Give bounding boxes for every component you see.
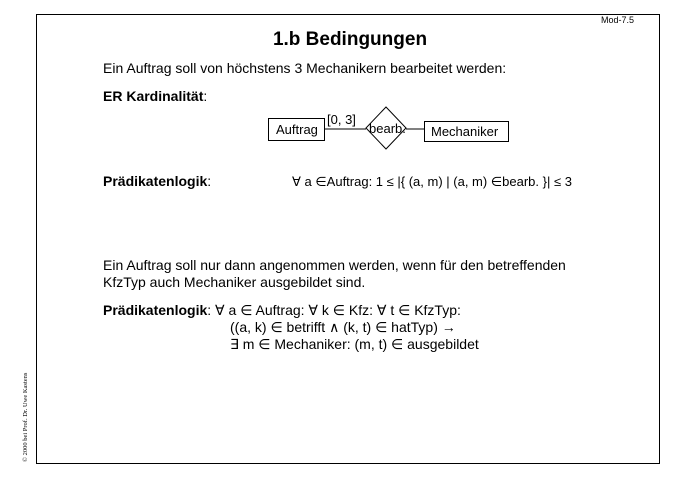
- er-heading-colon: :: [203, 88, 208, 104]
- er-heading-label: ER Kardinalität: [103, 88, 204, 104]
- slide-title: 1.b Bedingungen: [272, 29, 428, 50]
- predicate-heading-colon: :: [207, 173, 212, 189]
- slide-id: Mod-7.5: [601, 15, 635, 25]
- formula-2-line-2: ((a, k) ∈ betrifft ∧ (k, t) ∈ hatTyp) →: [230, 319, 456, 335]
- second-statement-line-1: Ein Auftrag soll nur dann angenommen werden, wenn für den betreffenden: [103, 257, 566, 273]
- formula-cardinality: ∀ a ∈Auftrag: 1 ≤ |{ (a, m) | (a, m) ∈bearb. }| ≤ 3: [292, 174, 572, 189]
- entity-label-mechaniker: Mechaniker: [431, 124, 499, 139]
- second-statement-line-2: KfzTyp auch Mechaniker ausgebildet sind.: [103, 274, 366, 290]
- predicate-heading: [103, 173, 211, 190]
- formula-2-quantifiers: : ∀ a ∈ Auftrag: ∀ k ∈ Kfz: ∀ t ∈ KfzTyp:: [207, 302, 461, 318]
- cardinality-label: [0, 3]: [327, 112, 356, 127]
- formula-2-line-3: ∃ m ∈ Mechaniker: (m, t) ∈ ausgebildet: [230, 336, 479, 352]
- entity-label-auftrag: Auftrag: [276, 122, 318, 137]
- predicate-heading-label: Prädikatenlogik: [103, 173, 208, 189]
- formula-2-line-1: [103, 302, 461, 319]
- relationship-label: bearb.: [369, 121, 406, 136]
- intro-text: Ein Auftrag soll von höchstens 3 Mechanikern bearbeitet werden:: [103, 60, 507, 76]
- predicate-heading-2: Prädikatenlogik: [103, 302, 208, 318]
- copyright-notice: © 2000 bei Prof. Dr. Uwe Kastens: [22, 372, 29, 462]
